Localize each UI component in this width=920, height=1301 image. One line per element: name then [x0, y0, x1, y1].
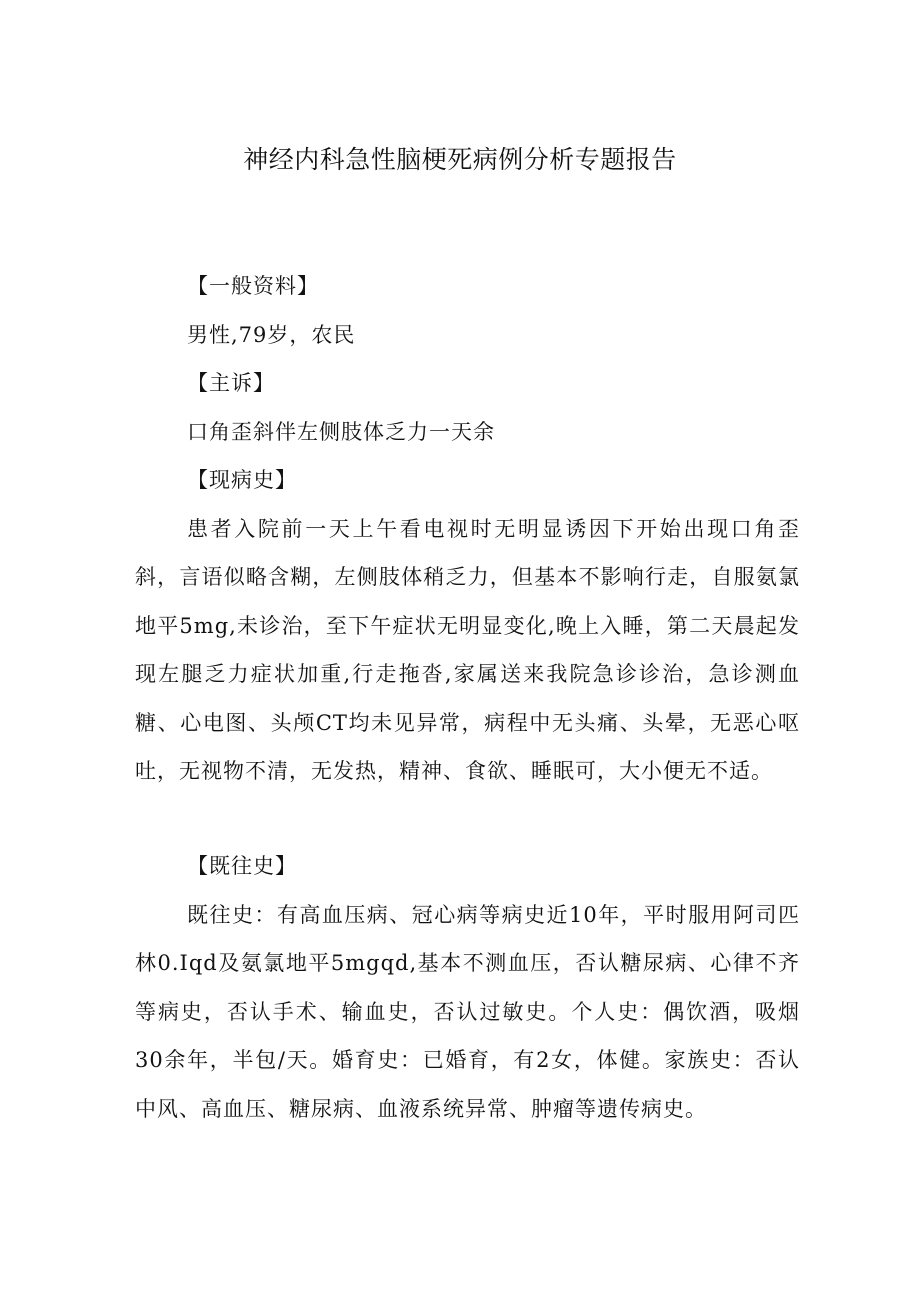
- section-chief-complaint: [135, 359, 800, 456]
- general-info-text: 男性,79岁，农民: [187, 322, 356, 347]
- section-general-info: [135, 262, 800, 359]
- present-illness-text: 患者入院前一天上午看电视时无明显诱因下开始出现口角歪斜，言语似略含糊，左侧肢体稍乏力，但基本不影响行走，自服氨氯地平5mg,未诊治，至下午症状无明显变化,晚上入睡，第二天晨起发现左腿乏力症状加重,行走拖沓,家属送来我院急诊诊治，急诊测血糖、心电图、头颅CT均未见异常，病程中无头痛、头晕，无恶心呕吐，无视物不清，无发热，精神、食欲、睡眠可，大小便无不适。: [135, 516, 800, 783]
- section-past-history: [135, 842, 800, 1133]
- present-illness-heading: 【现病史】: [187, 468, 297, 492]
- general-info-heading: 【一般资料】: [187, 274, 319, 298]
- chief-complaint-text: 口角歪斜伴左侧肢体乏力一天余: [187, 419, 495, 444]
- document-title: 神经内科急性脑梗死病例分析专题报告: [243, 145, 677, 174]
- past-history-text: 既往史：有高血压病、冠心病等病史近10年，平时服用阿司匹林0.Iqd及氨氯地平5mgqd,基本不测血压，否认糖尿病、心律不齐等病史，否认手术、输血史，否认过敏史。个人史：偶饮酒，吸烟30余年，半包/天。婚育史：已婚育，有2女，体健。家族史：否认中风、高血压、糖尿病、血液系统异常、肿瘤等遗传病史。: [135, 902, 800, 1121]
- chief-complaint-heading: 【主诉】: [187, 371, 275, 395]
- past-history-heading: 【既往史】: [187, 854, 297, 878]
- section-present-illness: [135, 456, 800, 796]
